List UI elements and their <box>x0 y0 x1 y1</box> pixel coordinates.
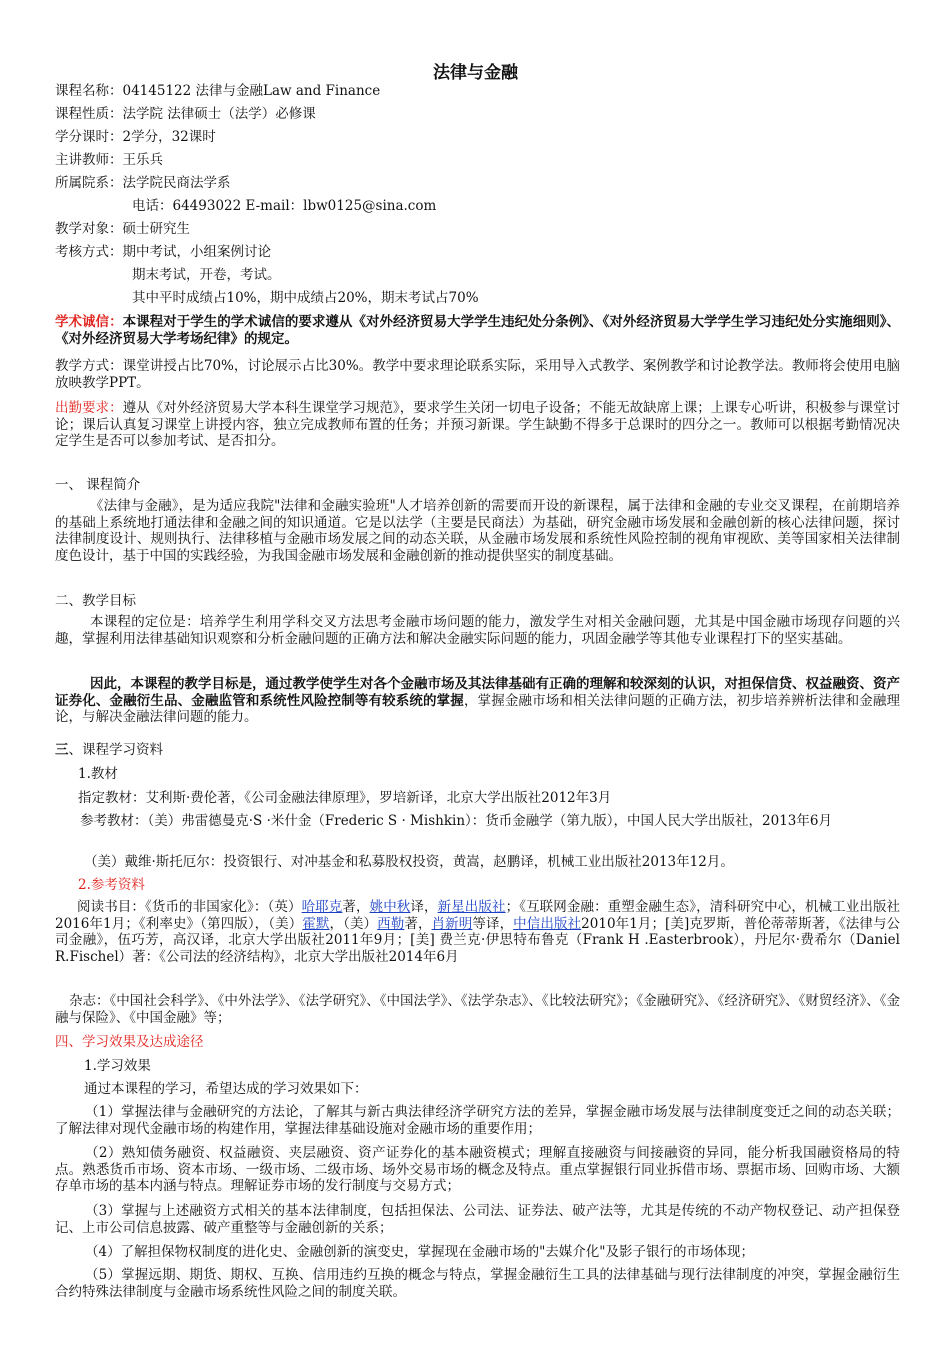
reading-text: 著， <box>404 915 432 932</box>
link-xiao-xinming[interactable]: 肖新明 <box>431 915 473 932</box>
section-1-heading: 一、 课程简介 <box>55 477 141 493</box>
link-yao-zhongqiu[interactable]: 姚中秋 <box>369 899 411 915</box>
grade-ratio: 其中平时成绩占10%，期中成绩占20%，期末考试占70% <box>132 290 479 306</box>
section-3-heading <box>55 742 163 758</box>
section-2-body-2 <box>55 676 900 726</box>
learning-effect-item-2: （2）熟知债务融资、权益融资、夹层融资、资产证券化的基本融资模式；理解直接融资与间接融资的异同，能分析我国融资格局的特点。熟悉货币市场、资本市场、一级市场、二级市场、场外交易市场的概念及特点。重点掌握银行同业拆借市场、票据市场、回购市场、大额存单市场的基本内涵与特点。理解证券市场的发行制度与交易方式； <box>55 1145 900 1194</box>
contact: 电话：64493022 E-mail：lbw0125@sina.com <box>132 198 437 214</box>
reading-text: 等译， <box>472 915 514 932</box>
link-hayek[interactable]: 哈耶克 <box>301 899 343 915</box>
department: 所属院系：法学院民商法学系 <box>55 175 231 191</box>
page-title: 法律与金融 <box>433 63 518 83</box>
assessment: 考核方式：期中考试，小组案例讨论 <box>55 244 271 260</box>
section-4-heading: 四、学习效果及达成途径 <box>55 1034 204 1050</box>
reading-text: ，（美） <box>329 915 378 932</box>
teaching-method: 教学方式：课堂讲授占比70%，讨论展示占比30%。教学中要求理论联系实际，采用导入式教学、案例教学和讨论教学法。教师将会使用电脑放映教学PPT。 <box>55 358 900 391</box>
audience: 教学对象：硕士研究生 <box>55 221 190 237</box>
teacher: 主讲教师：王乐兵 <box>55 152 163 168</box>
reading-text: 著， <box>342 899 370 915</box>
references-subheading: 2.参考资料 <box>78 877 145 893</box>
integrity-text: 本课程对于学生的学术诚信的要求遵从《对外经济贸易大学学生违纪处分条例》、《对外经济贸易大学学生学习违纪处分实施细则》、《对外经济贸易大学考场纪律》的规定。 <box>55 314 901 347</box>
final-exam: 期末考试，开卷，考试。 <box>132 267 281 283</box>
learning-effect-item-4: （4）了解担保物权制度的进化史、金融创新的演变史，掌握现在金融市场的"去媒介化"及影子银行的市场体现； <box>85 1244 755 1260</box>
teaching-goal-rest: ，掌握金融市场和相关法律问题的正确方法，初步培养辨析法律和金融理论，与解决金融法律问题的能力。 <box>55 692 901 725</box>
learning-effect-subheading: 1.学习效果 <box>84 1058 151 1074</box>
reading-text: 2010年1月；[美]克罗斯，普伦蒂蒂斯著，《法律与公司金融》，伍巧芳，高汉译，北京大学出版社2011年9月；[美] 费兰克·伊思特布鲁克（Frank H .Easterbrook），丹尼尔·费希尔（Daniel R.Fischel）著：《公司法的经济结构》，北京大学出版社2014年6月 <box>55 915 901 965</box>
reference-textbook-1: 参考教材：（美）弗雷德曼克·S ·米什金（Frederic S · Mishkin）：货币金融学（第九版），中国人民大学出版社，2013年6月 <box>80 813 832 829</box>
link-sylla[interactable]: 西勒 <box>377 915 405 932</box>
integrity-label: 学术诚信： <box>55 314 123 330</box>
reference-textbook-2: （美）戴维·斯托厄尔：投资银行、对冲基金和私募股权投资，黄嵩，赵鹏译，机械工业出版社2013年12月。 <box>84 854 734 870</box>
link-homer[interactable]: 霍默 <box>302 915 330 932</box>
section-2-body-1: 本课程的定位是：培养学生利用学科交叉方法思考金融市场问题的能力，激发学生对相关金融问题，尤其是中国金融市场现存问题的兴趣，掌握利用法律基础知识观察和分析金融问题的正确方法和解决金融实际问题的能力，巩固金融学等其他专业课程打下的坚实基础。 <box>55 614 900 647</box>
section-2-heading: 二、教学目标 <box>55 593 136 609</box>
section-1-body: 《法律与金融》，是为适应我院"法律和金融实验班"人才培养创新的需要而开设的新课程，属于法律和金融的专业交叉课程，在前期培养的基础上系统地打通法律和金融之间的知识通道。它是以法学（主要是民商法）为基础，研究金融市场发展和金融创新的核心法律问题，探讨法律制度设计、规则执行、法律移植与金融市场发展之间的动态关联，从金融市场发展和系统性风险控制的视角审视欧、美等国家相关法律制度色设计，基于中国的实践经验，为我国金融市场发展和金融创新的推动提供坚实的制度基础。 <box>55 498 900 564</box>
course-type: 课程性质：法学院 法律硕士（法学）必修课 <box>55 106 316 122</box>
attendance <box>55 400 900 450</box>
reading-text: 阅读书目：《货币的非国家化》：（英） <box>77 899 302 915</box>
attendance-label: 出勤要求： <box>55 400 123 416</box>
textbook-subheading: 1.教材 <box>78 766 118 782</box>
learning-effect-item-3: （3）掌握与上述融资方式相关的基本法律制度，包括担保法、公司法、证券法、破产法等，尤其是传统的不动产物权登记、动产担保登记、上市公司信息披露、破产重整等与金融创新的关系； <box>55 1203 900 1236</box>
journals: 杂志：《中国社会科学》、《中外法学》、《法学研究》、《中国法学》、《法学杂志》、《比较法研究》；《金融研究》、《经济研究》、《财贸经济》、《金融与保险》、《中国金融》等； <box>55 993 900 1026</box>
academic-integrity <box>55 314 900 347</box>
section-3-title: 、课程学习资料 <box>68 742 163 758</box>
attendance-text: 遵从《对外经济贸易大学本科生课堂学习规范》，要求学生关闭一切电子设备；不能无故缺席上课；上课专心听讲，积极参与课堂讨论；课后认真复习课堂上讲授内容，独立完成教师布置的任务；并预习新课。学生缺勤不得多于总课时的四分之一。教师可以根据考勤情况决定学生是否可以参加考试、是否扣分。 <box>55 400 901 449</box>
credits: 学分课时：2学分，32课时 <box>55 129 216 145</box>
teaching-goal-bold: 因此，本课程的教学目标是，通过教学使学生对各个金融市场及其法律基础有正确的理解和较深刻的认识，对担保信贷、权益融资、资产证券化、金融衍生品、金融监管和系统性风险控制等有较系统的掌握 <box>55 676 900 709</box>
learning-effect-item-5: （5）掌握远期、期货、期权、互换、信用违约互换的概念与特点，掌握金融衍生工具的法律基础与现行法律制度的冲突，掌握金融衍生合约特殊法律制度与金融市场系统性风险之间的制度关联。 <box>55 1267 900 1300</box>
reading-text: 译， <box>410 899 438 915</box>
link-citic-press[interactable]: 中信出版社 <box>513 915 582 932</box>
reading-list <box>55 899 900 965</box>
link-xinxing-press[interactable]: 新星出版社 <box>437 899 506 915</box>
reading-text: ；《互联网金融：重塑金融生态》，清科研究中心，机械工业出版社2016年1月；《利率史》（第四版），（美） <box>55 899 901 932</box>
designated-textbook: 指定教材：艾利斯·费伦著，《公司金融法律原理》，罗培新译，北京大学出版社2012年3月 <box>78 790 612 806</box>
learning-effect-intro: 通过本课程的学习，希望达成的学习效果如下： <box>84 1081 368 1097</box>
section-3-prefix: 三 <box>55 742 69 758</box>
course-name: 课程名称：04145122 法律与金融Law and Finance <box>55 83 381 99</box>
learning-effect-item-1: （1）掌握法律与金融研究的方法论，了解其与新古典法律经济学研究方法的差异，掌握金融市场发展与法律制度变迁之间的动态关联；了解法律对现代金融市场的构建作用，掌握法律基础设施对金融市场的重要作用； <box>55 1104 900 1137</box>
